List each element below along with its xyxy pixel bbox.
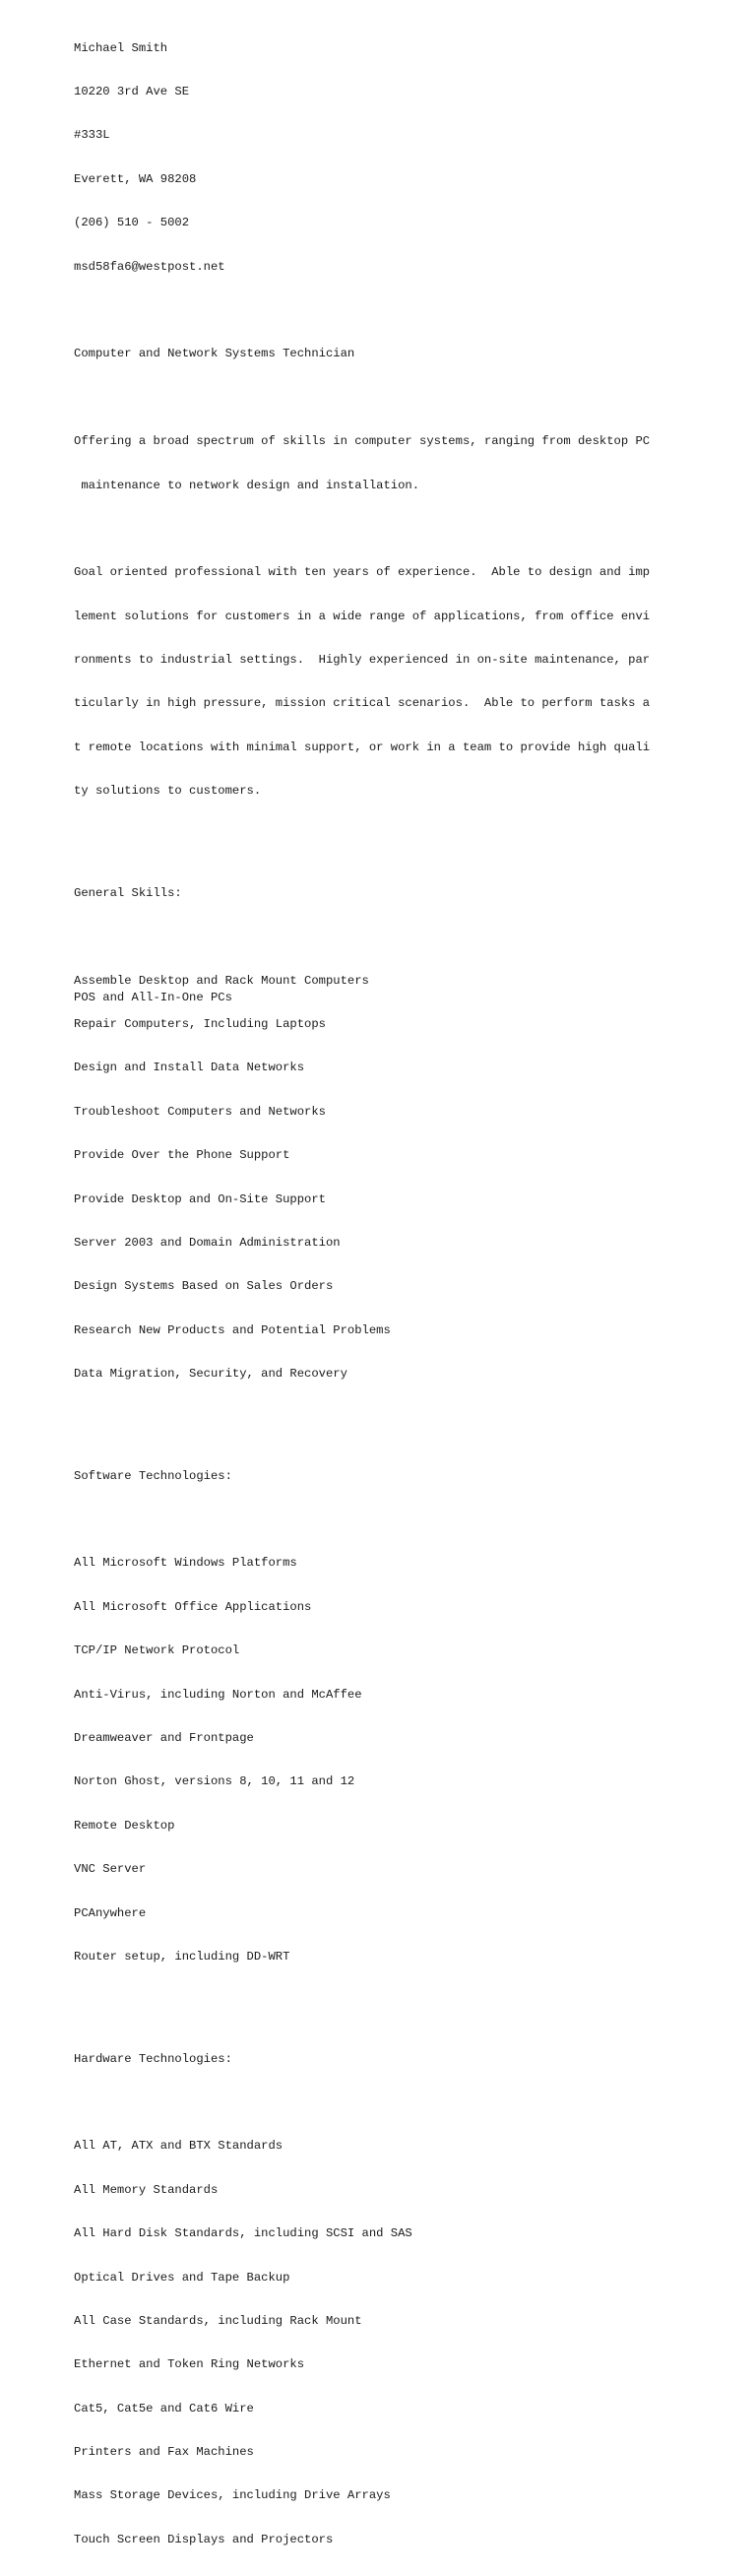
hardware-item: All AT, ATX and BTX Standards	[74, 2139, 284, 2154]
blank-line	[74, 522, 724, 537]
profile-line: ty solutions to customers.	[74, 784, 262, 799]
contact-city-state-zip: Everett, WA 98208	[74, 171, 197, 186]
summary-line: Offering a broad spectrum of skills in computer systems, ranging from desktop PC	[74, 434, 651, 449]
contact-name: Michael Smith	[74, 40, 168, 55]
blank-lines	[74, 1411, 724, 1441]
software-item: Remote Desktop	[74, 1818, 175, 1833]
general-skills-heading: General Skills:	[74, 885, 182, 900]
general-skill-item: Design Systems Based on Sales Orders	[74, 1279, 334, 1294]
software-heading: Software Technologies:	[74, 1468, 232, 1483]
hardware-item: Mass Storage Devices, including Drive Arrays	[74, 2488, 391, 2503]
software-item: VNC Server	[74, 1862, 147, 1877]
software-item: TCP/IP Network Protocol	[74, 1643, 240, 1658]
hardware-item: Ethernet and Token Ring Networks	[74, 2357, 305, 2372]
profile-line: ticularly in high pressure, mission critical scenarios. Able to perform tasks a	[74, 696, 651, 711]
profile-line: ronments to industrial settings. Highly experienced in on-site maintenance, par	[74, 653, 651, 668]
resume-text	[74, 12, 724, 2576]
hardware-item: All Hard Disk Standards, including SCSI and SAS	[74, 2226, 412, 2241]
software-item: Norton Ghost, versions 8, 10, 11 and 12	[74, 1774, 355, 1789]
contact-email: msd58fa6@westpost.net	[74, 259, 225, 274]
contact-address-line1: 10220 3rd Ave SE	[74, 84, 190, 98]
general-skill-item: Provide Desktop and On-Site Support	[74, 1191, 326, 1206]
blank-line	[74, 391, 724, 406]
blank-line	[74, 1513, 724, 1527]
objective-title: Computer and Network Systems Technician	[74, 347, 355, 361]
software-item: Anti-Virus, including Norton and McAffee	[74, 1687, 362, 1702]
general-skill-item: Provide Over the Phone Support	[74, 1148, 290, 1163]
blank-lines	[74, 1993, 724, 2023]
general-skill-item: Repair Computers, Including Laptops	[74, 1016, 326, 1031]
hardware-heading: Hardware Technologies:	[74, 2051, 232, 2066]
software-item: PCAnywhere	[74, 1905, 147, 1920]
blank-line	[74, 2095, 724, 2110]
summary-line: maintenance to network design and installation.	[74, 478, 420, 492]
hardware-item-continued: POS and All-In-One PCs	[74, 991, 232, 1004]
blank-line	[74, 930, 724, 944]
software-item: All Microsoft Office Applications	[74, 1599, 312, 1614]
general-skill-item: Server 2003 and Domain Administration	[74, 1235, 341, 1250]
general-skill-item: Design and Install Data Networks	[74, 1061, 305, 1075]
blank-line	[74, 303, 724, 318]
contact-phone: (206) 510 - 5002	[74, 216, 190, 230]
profile-line: Goal oriented professional with ten years of experience. Able to design and imp	[74, 565, 651, 580]
profile-line: lement solutions for customers in a wide range of applications, from office envi	[74, 609, 651, 623]
general-skill-item: Research New Products and Potential Problems	[74, 1322, 391, 1337]
general-skill-item: Troubleshoot Computers and Networks	[74, 1104, 326, 1119]
hardware-item: All Case Standards, including Rack Mount	[74, 2313, 362, 2328]
general-skill-item: Assemble Desktop and Rack Mount Computers	[74, 973, 369, 988]
hardware-item: All Memory Standards	[74, 2182, 219, 2197]
hardware-item: Printers and Fax Machines	[74, 2445, 254, 2460]
general-skill-item: Data Migration, Security, and Recovery	[74, 1367, 347, 1382]
hardware-item: Optical Drives and Tape Backup	[74, 2270, 290, 2285]
profile-line: t remote locations with minimal support, or work in a team to provide high quali	[74, 740, 651, 754]
software-item: Dreamweaver and Frontpage	[74, 1731, 254, 1746]
hardware-item: Touch Screen Displays and Projectors	[74, 2532, 334, 2546]
contact-address-line2: #333L	[74, 128, 110, 143]
software-item: Router setup, including DD-WRT	[74, 1949, 290, 1964]
blank-lines	[74, 828, 724, 858]
software-item: All Microsoft Windows Platforms	[74, 1556, 297, 1571]
hardware-item: Cat5, Cat5e and Cat6 Wire	[74, 2401, 254, 2415]
